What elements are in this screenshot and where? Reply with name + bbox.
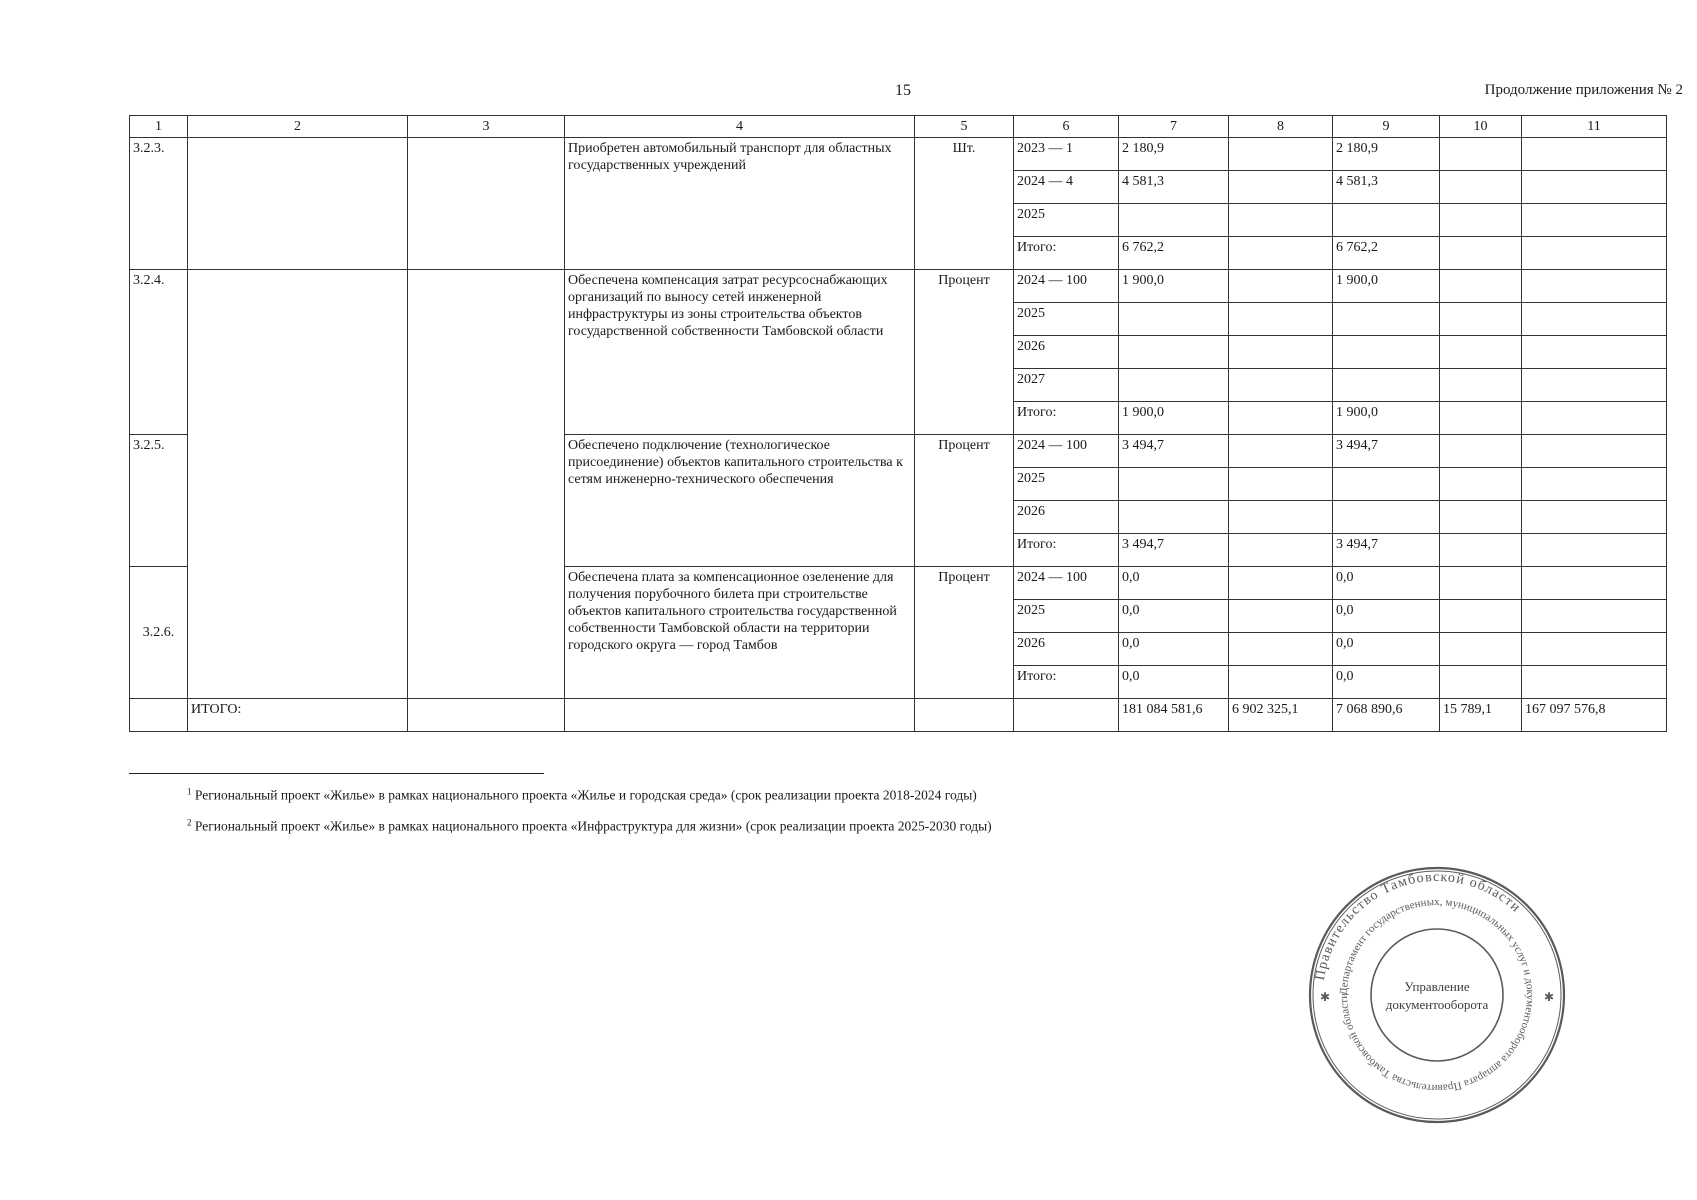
value-cell xyxy=(1333,468,1440,501)
value-cell: 2 180,9 xyxy=(1333,138,1440,171)
value-cell: 0,0 xyxy=(1333,567,1440,600)
footnote-1 xyxy=(187,786,977,804)
program-table xyxy=(129,115,1667,732)
col-number: 4 xyxy=(565,116,915,138)
period-cell: 2025 xyxy=(1014,303,1119,336)
value-cell xyxy=(1333,501,1440,534)
value-cell: 1 900,0 xyxy=(1119,270,1229,303)
value-cell xyxy=(1522,303,1667,336)
stamp-star-icon: ✱ xyxy=(1320,990,1331,1004)
value-cell xyxy=(1119,204,1229,237)
continuation-label: Продолжение приложения № 2 xyxy=(1484,82,1683,98)
value-cell xyxy=(1119,369,1229,402)
period-cell: 2025 xyxy=(1014,468,1119,501)
row-description: Обеспечена компенсация затрат ресурсоснабжающих организаций по выносу сетей инженерной инфраструктуры из зоны строительства объектов государственной собственности Тамбовской области xyxy=(565,270,915,435)
value-cell xyxy=(1440,534,1522,567)
footnote-2 xyxy=(187,817,992,835)
col3-cell xyxy=(408,270,565,699)
period-cell: 2025 xyxy=(1014,204,1119,237)
col-number: 6 xyxy=(1014,116,1119,138)
stamp-star-icon: ✱ xyxy=(1544,990,1555,1004)
value-cell xyxy=(1440,171,1522,204)
value-cell xyxy=(1440,369,1522,402)
value-cell xyxy=(1522,534,1667,567)
value-cell xyxy=(1440,435,1522,468)
value-cell xyxy=(1229,171,1333,204)
value-cell xyxy=(1440,204,1522,237)
row-description: Приобретен автомобильный транспорт для областных государственных учреждений xyxy=(565,138,915,270)
value-cell xyxy=(1229,468,1333,501)
value-cell xyxy=(1333,204,1440,237)
column-number-row xyxy=(130,116,1667,138)
stamp-ring-text: Департамент государственных, муниципальных услуг и документооборота аппарата Правительства Тамбовской области xyxy=(1337,895,1537,1095)
value-cell: 0,0 xyxy=(1333,633,1440,666)
row-description: Обеспечено подключение (технологическое присоединение) объектов капитального строительства к сетям инженерно-технического обеспечения xyxy=(565,435,915,567)
value-cell xyxy=(1522,171,1667,204)
col2-cell xyxy=(188,138,408,270)
total-value: 15 789,1 xyxy=(1440,699,1522,732)
value-cell xyxy=(1522,633,1667,666)
period-cell: 2025 xyxy=(1014,600,1119,633)
value-cell: 0,0 xyxy=(1333,666,1440,699)
period-cell: 2024 — 4 xyxy=(1014,171,1119,204)
value-cell xyxy=(1440,468,1522,501)
value-cell xyxy=(1229,666,1333,699)
col-number: 5 xyxy=(915,116,1014,138)
value-cell xyxy=(1229,600,1333,633)
value-cell xyxy=(1522,237,1667,270)
value-cell xyxy=(1229,633,1333,666)
period-cell: 2026 xyxy=(1014,633,1119,666)
period-cell: 2024 — 100 xyxy=(1014,567,1119,600)
total-col4-cell xyxy=(565,699,915,732)
col-number: 10 xyxy=(1440,116,1522,138)
value-cell: 1 900,0 xyxy=(1333,402,1440,435)
row-code: 3.2.4. xyxy=(130,270,188,435)
value-cell xyxy=(1522,402,1667,435)
official-stamp xyxy=(1307,865,1567,1125)
value-cell: 3 494,7 xyxy=(1333,534,1440,567)
value-cell xyxy=(1440,633,1522,666)
value-cell xyxy=(1440,600,1522,633)
table-row xyxy=(130,270,1667,303)
footnote-mark: 2 xyxy=(187,817,192,827)
col-number: 1 xyxy=(130,116,188,138)
stamp-center-line-1: Управление xyxy=(1404,979,1470,994)
value-cell: 0,0 xyxy=(1119,600,1229,633)
value-cell: 3 494,7 xyxy=(1119,534,1229,567)
total-code-cell xyxy=(130,699,188,732)
value-cell xyxy=(1229,336,1333,369)
value-cell: 4 581,3 xyxy=(1119,171,1229,204)
footnote-mark: 1 xyxy=(187,786,192,796)
value-cell xyxy=(1440,336,1522,369)
row-code: 3.2.5. xyxy=(130,435,188,567)
col-number: 8 xyxy=(1229,116,1333,138)
value-cell xyxy=(1522,567,1667,600)
period-cell: 2024 — 100 xyxy=(1014,435,1119,468)
value-cell xyxy=(1522,369,1667,402)
col-number: 11 xyxy=(1522,116,1667,138)
value-cell: 0,0 xyxy=(1119,633,1229,666)
value-cell xyxy=(1440,501,1522,534)
value-cell xyxy=(1522,468,1667,501)
total-col5-cell xyxy=(915,699,1014,732)
row-description: Обеспечена плата за компенсационное озеленение для получения порубочного билета при строительстве объектов капитального строительства государственной собственности Тамбовской области на территории городского округа — город Тамбов xyxy=(565,567,915,699)
value-cell xyxy=(1440,303,1522,336)
value-cell xyxy=(1440,567,1522,600)
value-cell xyxy=(1522,204,1667,237)
row-unit: Процент xyxy=(915,567,1014,699)
total-value: 7 068 890,6 xyxy=(1333,699,1440,732)
value-cell xyxy=(1333,369,1440,402)
value-cell: 1 900,0 xyxy=(1333,270,1440,303)
value-cell xyxy=(1440,270,1522,303)
value-cell xyxy=(1522,336,1667,369)
value-cell xyxy=(1229,435,1333,468)
value-cell xyxy=(1440,402,1522,435)
value-cell xyxy=(1440,666,1522,699)
value-cell: 0,0 xyxy=(1119,567,1229,600)
period-cell: Итого: xyxy=(1014,402,1119,435)
footnote-divider xyxy=(129,773,544,774)
total-row xyxy=(130,699,1667,732)
value-cell xyxy=(1333,303,1440,336)
value-cell: 2 180,9 xyxy=(1119,138,1229,171)
value-cell xyxy=(1229,534,1333,567)
value-cell xyxy=(1522,138,1667,171)
row-code: 3.2.3. xyxy=(130,138,188,270)
col-number: 3 xyxy=(408,116,565,138)
row-unit: Шт. xyxy=(915,138,1014,270)
stamp-center-line-2: документооборота xyxy=(1385,997,1489,1012)
value-cell xyxy=(1119,501,1229,534)
value-cell: 4 581,3 xyxy=(1333,171,1440,204)
total-label: ИТОГО: xyxy=(188,699,408,732)
col3-cell xyxy=(408,138,565,270)
value-cell xyxy=(1333,336,1440,369)
value-cell: 0,0 xyxy=(1119,666,1229,699)
row-unit: Процент xyxy=(915,435,1014,567)
period-cell: 2026 xyxy=(1014,336,1119,369)
value-cell: 6 762,2 xyxy=(1333,237,1440,270)
value-cell xyxy=(1522,270,1667,303)
table-row xyxy=(130,138,1667,171)
col-number: 7 xyxy=(1119,116,1229,138)
footnote-text: Региональный проект «Жилье» в рамках национального проекта «Жилье и городская среда» (срок реализации проекта 2018-2024 годы) xyxy=(194,787,977,803)
value-cell xyxy=(1522,435,1667,468)
value-cell xyxy=(1522,600,1667,633)
value-cell xyxy=(1229,303,1333,336)
row-code: 3.2.6. xyxy=(130,567,188,699)
value-cell xyxy=(1229,567,1333,600)
stamp-inner-circle xyxy=(1371,929,1503,1061)
total-col3-cell xyxy=(408,699,565,732)
col-number: 9 xyxy=(1333,116,1440,138)
value-cell xyxy=(1229,369,1333,402)
total-col6-cell xyxy=(1014,699,1119,732)
period-cell: 2024 — 100 xyxy=(1014,270,1119,303)
value-cell xyxy=(1229,138,1333,171)
total-value: 181 084 581,6 xyxy=(1119,699,1229,732)
value-cell: 3 494,7 xyxy=(1333,435,1440,468)
value-cell xyxy=(1440,237,1522,270)
value-cell xyxy=(1119,303,1229,336)
value-cell xyxy=(1229,204,1333,237)
row-unit: Процент xyxy=(915,270,1014,435)
total-value: 6 902 325,1 xyxy=(1229,699,1333,732)
page-number: 15 xyxy=(895,82,911,99)
period-cell: 2026 xyxy=(1014,501,1119,534)
value-cell: 3 494,7 xyxy=(1119,435,1229,468)
value-cell xyxy=(1229,402,1333,435)
footnote-text: Региональный проект «Жилье» в рамках национального проекта «Инфраструктура для жизни» (срок реализации проекта 2025-2030 годы) xyxy=(194,818,992,834)
period-cell: Итого: xyxy=(1014,534,1119,567)
value-cell: 0,0 xyxy=(1333,600,1440,633)
col-number: 2 xyxy=(188,116,408,138)
value-cell xyxy=(1440,138,1522,171)
value-cell xyxy=(1229,237,1333,270)
value-cell xyxy=(1229,501,1333,534)
col2-cell xyxy=(188,270,408,699)
period-cell: Итого: xyxy=(1014,237,1119,270)
period-cell: 2027 xyxy=(1014,369,1119,402)
value-cell: 1 900,0 xyxy=(1119,402,1229,435)
period-cell: Итого: xyxy=(1014,666,1119,699)
value-cell xyxy=(1522,501,1667,534)
value-cell xyxy=(1229,270,1333,303)
value-cell xyxy=(1522,666,1667,699)
period-cell: 2023 — 1 xyxy=(1014,138,1119,171)
stamp-outer-text: Правительство Тамбовской области xyxy=(1312,869,1524,982)
value-cell xyxy=(1119,468,1229,501)
total-value: 167 097 576,8 xyxy=(1522,699,1667,732)
value-cell xyxy=(1119,336,1229,369)
value-cell: 6 762,2 xyxy=(1119,237,1229,270)
